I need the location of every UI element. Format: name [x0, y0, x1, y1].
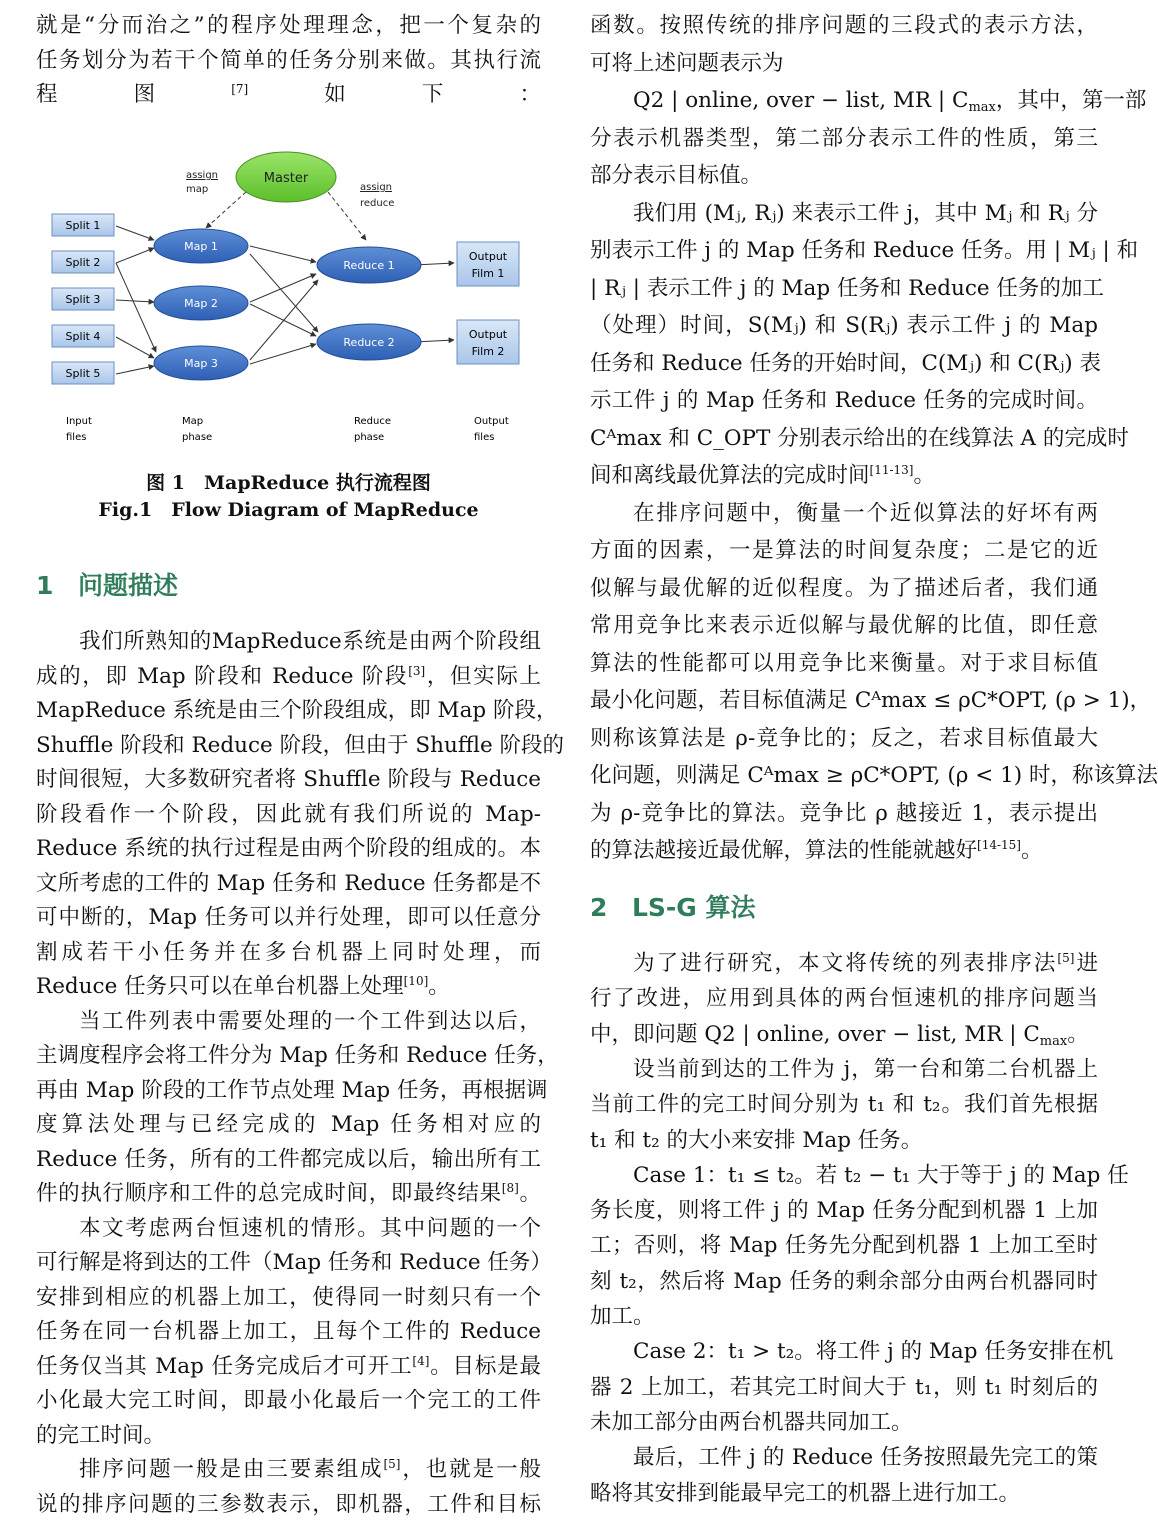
text-line: 可中断的，Map 任务可以并行处理，即可以任意分: [36, 905, 541, 930]
text-line: 任务和 Reduce 任务的开始时间，C(Mⱼ) 和 C(Rⱼ) 表: [590, 350, 1101, 376]
svg-text:phase: phase: [354, 432, 385, 443]
svg-text:Reduce: Reduce: [354, 416, 391, 427]
text-line: 最后，工件 j 的 Reduce 任务按照最先完工的策: [633, 1445, 1098, 1471]
text-line: 刻 t₂，然后将 Map 任务的剩余部分由两台机器同时: [590, 1268, 1098, 1294]
figure-caption-en: Fig.1 Flow Diagram of MapReduce: [98, 499, 479, 521]
text-line: 时间很短，大多数研究者将 Shuffle 阶段与 Reduce: [36, 767, 541, 792]
text-line: 我们所熟知的MapReduce系统是由两个阶段组: [79, 629, 541, 654]
text-line: Reduce 系统的执行过程是由两个阶段的组成的。本: [36, 836, 541, 861]
phase-reduce: [354, 416, 391, 443]
svg-text:Map 2: Map 2: [184, 297, 218, 310]
svg-text:Film 1: Film 1: [471, 267, 505, 280]
section-1-number: 1: [36, 571, 54, 600]
text-line: Reduce 任务，所有的工件都完成以后，输出所有工: [36, 1146, 541, 1172]
text-line: 在排序问题中，衡量一个近似算法的好坏有两: [633, 500, 1098, 526]
text-line: 安排到相应的机器上加工，使得同一时刻只有一个: [36, 1284, 541, 1310]
text-line: 任务在同一台机器上加工，且每个工件的 Reduce: [36, 1319, 541, 1344]
text-line: 可行解是将到达的工件（Map 任务和 Reduce 任务）: [36, 1250, 552, 1275]
text-line: 任务划分为若干个简单的任务分别来做。其执行流: [36, 47, 541, 73]
section-2-title: LS-G 算法: [632, 893, 756, 922]
text-line: 似解与最优解的近似程度。为了描述后者，我们通: [590, 575, 1098, 601]
text-line: 件的执行顺序和工件的总完成时间，即最终结果[8]。: [36, 1181, 541, 1206]
map-1: [154, 229, 248, 263]
phase-map: [182, 416, 212, 443]
section-2-heading: [590, 890, 756, 926]
svg-text:Output: Output: [474, 416, 509, 427]
text-line: 再由 Map 阶段的工作节点处理 Map 任务，再根据调: [36, 1077, 548, 1103]
text-line: 函数。按照传统的排序问题的三段式的表示方法，: [590, 13, 1098, 38]
svg-text:Split 3: Split 3: [65, 293, 101, 306]
svg-text:Map 3: Map 3: [184, 357, 218, 370]
text-line: 可将上述问题表示为: [590, 50, 784, 76]
text-line: 任务仅当其 Map 任务完成后才可开工[4]。目标是最: [36, 1353, 541, 1379]
text-line: 方面的因素，一是算法的时间复杂度；二是它的近: [590, 538, 1098, 563]
svg-text:Output: Output: [468, 250, 508, 263]
text-line: 别表示工件 j 的 Map 任务和 Reduce 任务。用 | Mⱼ | 和: [590, 238, 1139, 263]
text-line: 的算法越接近最优解，算法的性能就越好[14-15]。: [590, 838, 1043, 863]
text-line: Case 1：t₁ ≤ t₂。若 t₂ − t₁ 大于等于 j 的 Map 任: [633, 1162, 1129, 1188]
svg-text:Input: Input: [66, 416, 92, 427]
text-line: 我们用 (Mⱼ, Rⱼ) 来表示工件 j，其中 Mⱼ 和 Rⱼ 分: [633, 200, 1098, 226]
reduce-1: [317, 247, 421, 283]
svg-text:phase: phase: [182, 432, 213, 443]
svg-text:Reduce 1: Reduce 1: [343, 259, 395, 272]
section-2-number: 2: [590, 893, 608, 922]
text-line: 部分表示目标值。: [590, 163, 763, 188]
assign-map-label-1: assign: [186, 170, 219, 181]
text-line: 则称该算法是 ρ-竞争比的；反之，若求目标值最大: [590, 725, 1098, 751]
text-line: t₁ 和 t₂ 的大小来安排 Map 任务。: [590, 1127, 923, 1153]
assign-reduce-label-2: reduce: [360, 198, 395, 209]
text-line: 阶段看作一个阶段，因此就有我们所说的 Map-: [36, 801, 541, 827]
text-line: Shuffle 阶段和 Reduce 阶段，但由于 Shuffle 阶段的: [36, 732, 565, 758]
phase-output-files: [474, 416, 509, 443]
text-line: 加工。: [590, 1304, 655, 1329]
text-line: 成的，即 Map 阶段和 Reduce 阶段[3]，但实际上: [36, 663, 541, 689]
text-line: 文所考虑的工件的 Map 任务和 Reduce 任务都是不: [36, 870, 541, 896]
text-line: 为了进行研究，本文将传统的列表排序法[5]进: [633, 951, 1098, 976]
split-1: [52, 214, 114, 236]
text-line: 行了改进，应用到具体的两台恒速机的排序问题当: [590, 986, 1098, 1012]
text-line: MapReduce 系统是由三个阶段组成，即 Map 阶段，: [36, 698, 558, 723]
master-label: Master: [263, 171, 309, 186]
svg-text:files: files: [474, 432, 495, 443]
reduce-2: [317, 324, 421, 360]
text-line: 务长度，则将工件 j 的 Map 任务分配到机器 1 上加: [590, 1198, 1098, 1224]
text-line: 小化最大完工时间，即最小化最后一个完工的工件: [36, 1388, 541, 1413]
section-1-heading: [36, 568, 178, 604]
text-line: 算法的性能都可以用竞争比来衡量。对于求目标值: [590, 650, 1098, 676]
text-line: 最小化问题，若目标值满足 Cᴬmax ≤ ρC*OPT, (ρ > 1)，: [590, 688, 1152, 713]
text-line: 为 ρ-竞争比的算法。竞争比 ρ 越接近 1，表示提出: [590, 800, 1098, 826]
text-line: 示工件 j 的 Map 任务和 Reduce 任务的完成时间。: [590, 388, 1098, 413]
svg-text:Split 2: Split 2: [65, 256, 101, 269]
text-line: Cᴬmax 和 C_OPT 分别表示给出的在线算法 A 的完成时: [590, 425, 1129, 451]
svg-text:Split 1: Split 1: [65, 219, 101, 232]
text-line: | Rⱼ | 表示工件 j 的 Map 任务和 Reduce 任务的加工: [590, 275, 1104, 301]
text-line: 当前工件的完工时间分别为 t₁ 和 t₂。我们首先根据: [590, 1092, 1098, 1118]
text-line: 割成若干小任务并在多台机器上同时处理，而: [36, 939, 541, 965]
split-2: [52, 251, 114, 273]
svg-text:Split 5: Split 5: [65, 367, 101, 380]
text-line: 分表示机器类型，第二部分表示工件的性质，第三: [590, 125, 1098, 151]
figure-caption-cn: 图 1 MapReduce 执行流程图: [146, 472, 431, 494]
assign-reduce-label-1: assign: [360, 182, 393, 193]
text-line: 未加工部分由两台机器共同加工。: [590, 1409, 913, 1435]
text-line: 度算法处理与已经完成的 Map 任务相对应的: [36, 1112, 541, 1137]
text-line: 化问题，则满足 Cᴬmax ≥ ρC*OPT, (ρ < 1) 时，称该算法: [590, 763, 1158, 788]
svg-text:Reduce 2: Reduce 2: [343, 336, 395, 349]
mapreduce-flow-diagram: [36, 130, 541, 465]
section-1-title: 问题描述: [78, 571, 179, 600]
text-line: Q2 | online, over − list, MR | $C_{max}$，其中，第一部: [633, 88, 1147, 115]
text-line: 当工件列表中需要处理的一个工件到达以后，: [79, 1008, 541, 1034]
figure-1: [36, 130, 541, 465]
text-line: 间和离线最优算法的完成时间[11-13]。: [590, 463, 935, 488]
map-3: [154, 346, 248, 380]
text-line: 器 2 上加工，若其完工时间大于 t₁，则 t₁ 时刻后的: [590, 1374, 1098, 1400]
map-2: [154, 286, 248, 320]
text-line: 略将其安排到能最早完工的机器上进行加工。: [590, 1480, 1021, 1506]
svg-text:Map: Map: [182, 416, 204, 427]
split-5: [52, 362, 114, 384]
output-2: [457, 320, 519, 364]
svg-text:Output: Output: [468, 328, 508, 341]
text-line: 说的排序问题的三参数表示，即机器，工件和目标: [36, 1491, 541, 1517]
text-line: 工；否则，将 Map 任务先分配到机器 1 上加工至时: [590, 1233, 1098, 1259]
text-line: Case 2：t₁ > t₂。将工件 j 的 Map 任务安排在机: [633, 1339, 1114, 1365]
svg-text:files: files: [66, 432, 87, 443]
svg-text:Split 4: Split 4: [65, 330, 101, 343]
split-4: [52, 325, 114, 347]
text-line: Reduce 任务只可以在单台机器上处理[10]。: [36, 974, 450, 999]
split-3: [52, 288, 114, 310]
text-line: 程图[7]如下：: [36, 82, 541, 107]
svg-text:Map 1: Map 1: [184, 240, 218, 253]
text-line: 中，即问题 Q2 | online, over − list, MR | $C_{max}$。: [590, 1021, 1089, 1049]
text-line: （处理）时间，S(Mⱼ) 和 S(Rⱼ) 表示工件 j 的 Map: [590, 313, 1098, 338]
text-line: 排序问题一般是由三要素组成[5]，也就是一般: [79, 1457, 541, 1482]
phase-input-files: [66, 416, 92, 443]
text-line: 主调度程序会将工件分为 Map 任务和 Reduce 任务，: [36, 1043, 559, 1068]
text-line: 设当前到达的工件为 j，第一台和第二台机器上: [633, 1056, 1098, 1082]
output-1: [457, 242, 519, 286]
text-line: 本文考虑两台恒速机的情形。其中问题的一个: [79, 1215, 541, 1241]
svg-text:Film 2: Film 2: [471, 345, 505, 358]
assign-map-label-2: map: [186, 184, 209, 195]
text-line: 就是“分而治之”的程序处理理念，把一个复杂的: [36, 13, 541, 38]
text-line: 的完工时间。: [36, 1422, 166, 1448]
text-line: 常用竞争比来表示近似解与最优解的比值，即任意: [590, 613, 1098, 638]
